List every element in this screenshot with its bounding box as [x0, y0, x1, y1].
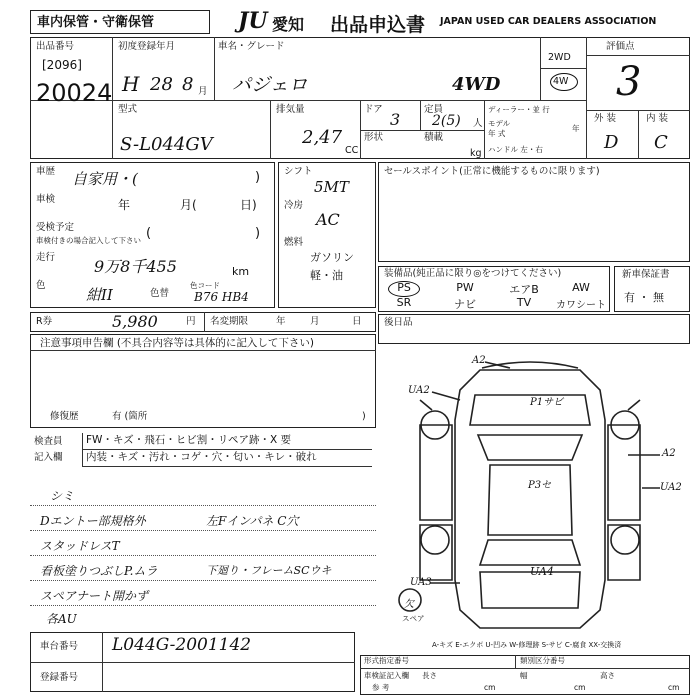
cap-label: 定員 [424, 104, 444, 115]
mileage-unit: km [232, 265, 250, 278]
equip-navi: ナビ [454, 298, 476, 311]
equip-sr: SR [396, 296, 412, 309]
door-label: ドア [364, 104, 383, 115]
fuel-options: 軽・油 [310, 269, 343, 282]
first-reg-era: H [122, 72, 140, 96]
cm-2: cm [574, 683, 586, 692]
car-name: パジェロ [232, 74, 308, 96]
disp-value: 2,47 [302, 127, 343, 148]
score-label: 評価点 [606, 41, 635, 52]
note-line-2: Dエントー部規格外 [40, 514, 146, 528]
mark-a2-front: A2 [472, 355, 486, 366]
warranty-label: 新車保証書 [622, 269, 670, 280]
equip-tv: TV [516, 296, 532, 309]
chassis-label: 車台番号 [40, 641, 79, 652]
mileage-label: 走行 [36, 252, 56, 263]
note-line-5: 看板塗りつぶしP.ムラ [40, 564, 158, 578]
storage-label: 車内保管・守衛保管 [37, 15, 155, 30]
name-change-day: 日 [352, 316, 362, 327]
equipment-title: 装備品(純正品に限り◎をつけてください) [384, 268, 562, 279]
chassis-value: L044G-2001142 [112, 635, 252, 655]
width-label: 幅 [520, 671, 528, 680]
drive-type: 4WD [452, 74, 501, 95]
lot-bracket: [2096] [42, 58, 82, 72]
first-reg-label: 初度登録年月 [118, 41, 176, 52]
ac-value: AC [316, 210, 340, 229]
inspector-row-2-text: 内装・キズ・汚れ・コゲ・穴・匂い・キレ・破れ [86, 451, 317, 463]
mark-missing: 欠 [404, 599, 414, 610]
notes-title: 注意事項申告欄 (不具合内容等は具体的に記入して下さい) [40, 337, 315, 349]
mark-ua3: UA3 [410, 577, 432, 588]
name-change-month: 月 [310, 316, 320, 327]
color-code-label: 色コード [190, 281, 220, 290]
equip-pw: PW [456, 281, 474, 294]
inspector-row-2 [82, 450, 372, 467]
equip-airbag: エアB [509, 283, 539, 296]
ju-logo: JU [238, 8, 268, 34]
door-value: 3 [390, 110, 401, 129]
handle-label: ハンドル 左・右 [488, 145, 543, 154]
disp-label: 排気量 [276, 104, 305, 115]
fourwd-mark: 4W [553, 76, 569, 87]
fuel-label: 燃料 [284, 237, 304, 248]
mark-ua4: UA4 [530, 565, 554, 578]
inspect-year-unit: 年 [118, 198, 131, 212]
equip-ps: PS [397, 281, 411, 294]
note-line-4: スタッドレスT [40, 539, 120, 553]
inspect-label: 車検 [36, 194, 56, 205]
mark-ua2-right: UA2 [660, 482, 682, 493]
model-label: モデル [488, 119, 511, 128]
plan-note: 車検付きの場合記入して下さい [36, 236, 141, 245]
note-line-7: スペアナート開かず [40, 589, 149, 603]
size-label: 車検証記入欄 [364, 671, 409, 680]
fuel-value: ガソリン [310, 251, 354, 264]
lot-label: 出品番号 [36, 41, 75, 52]
name-change-year: 年 [276, 316, 286, 327]
car-name-label: 車名・グレード [218, 41, 285, 52]
load-label: 積載 [424, 132, 444, 143]
repair-label: 修復歴 [50, 411, 79, 422]
plan-bracket: ( [146, 226, 152, 241]
plan-bracket-close: ) [255, 226, 261, 241]
disp-unit: CC [345, 145, 359, 156]
mark-p3: P3セ [528, 480, 552, 491]
cap-unit: 人 [473, 118, 483, 129]
equip-leather: カワシート [556, 300, 606, 311]
color-swap-label: 色替 [150, 288, 170, 299]
height-label: 高さ [600, 671, 615, 680]
history-label: 車歴 [36, 166, 56, 177]
int-grade: C [654, 132, 668, 153]
model-num-label: 形式指定番号 [364, 656, 409, 665]
recycle-row [30, 312, 376, 332]
form-title: 出品申込書 [330, 14, 426, 36]
history-value: 自家用・( [72, 170, 138, 188]
reg-label: 登録番号 [40, 672, 79, 683]
color-code: B76 HB4 [194, 290, 249, 304]
shift-label: シフト [284, 166, 313, 177]
warranty-options: 有 ・ 無 [624, 291, 664, 304]
later-label: 後日品 [384, 317, 413, 328]
recycle-value: 5,980 [112, 312, 158, 331]
cm-1: cm [484, 683, 496, 692]
name-change-label: 名変期限 [210, 316, 249, 327]
note-line-1: シミ [50, 489, 75, 503]
inspect-day-unit: 日) [240, 198, 257, 212]
color-label: 色 [36, 280, 46, 291]
cap-value: 2(5) [432, 113, 461, 129]
class-num-label: 類別区分番号 [520, 656, 565, 665]
recycle-label: R券 [36, 316, 53, 327]
mark-a2-right: A2 [662, 448, 676, 459]
sales-block [378, 162, 690, 262]
score-value: 3 [616, 59, 642, 105]
inspector-label-2: 記入欄 [34, 452, 63, 463]
recycle-unit: 円 [186, 316, 196, 327]
inspector-row-1-text: FW・キズ・飛石・ヒビ割・リペア跡・X 要 [86, 434, 292, 446]
month-unit: 月 [198, 86, 208, 97]
sales-label: セールスポイント(正常に機能するものに限ります) [384, 166, 600, 177]
plan-label: 受検予定 [36, 222, 75, 233]
history-close: ) [255, 170, 261, 185]
first-reg-year: 28 [150, 74, 173, 95]
note-line-8: 各AU [46, 612, 77, 626]
repair-close: ) [362, 411, 366, 422]
history-block [30, 162, 275, 308]
dealer-label: ディーラー・並 行 [488, 105, 550, 114]
note-line-3: 左Fインパネ C穴 [206, 514, 299, 528]
type-value: S-L044GV [120, 134, 213, 155]
shape-label: 形状 [364, 132, 384, 143]
lot-number: 20024 [36, 79, 113, 107]
length-label: 長さ [422, 671, 437, 680]
ext-grade: D [604, 132, 619, 153]
spare-label: スペア [402, 614, 425, 623]
twowd-label: 2WD [548, 52, 571, 63]
ac-label: 冷房 [284, 200, 304, 211]
mileage-value: 9万8千455 [94, 257, 177, 276]
model-year-label: 年 式 [488, 129, 506, 138]
association-name: JAPAN USED CAR DEALERS ASSOCIATION [440, 16, 657, 27]
later-items-block [378, 314, 690, 344]
load-unit: kg [470, 148, 482, 159]
ps-circle [388, 281, 420, 297]
inspector-row-1 [82, 433, 372, 450]
ref-label: 参 考 [372, 683, 390, 692]
inspector-label-1: 検査員 [34, 436, 63, 447]
mark-ua2-left: UA2 [408, 385, 430, 396]
note-line-6: 下廻り・フレームSCウキ [206, 564, 332, 577]
ext-label: 外 装 [594, 113, 617, 124]
shift-value: 5MT [314, 178, 349, 196]
org-name: 愛知 [272, 15, 305, 34]
repair-value: 有 (箇所 [112, 411, 148, 422]
storage-box [30, 10, 210, 34]
cm-3: cm [668, 683, 680, 692]
damage-legend: A-キズ E-エクボ U-凹み W-修理跡 S-サビ C-腐食 XX-交換済 [432, 641, 622, 649]
type-label: 型式 [118, 104, 138, 115]
equip-aw: AW [572, 281, 590, 294]
inspect-month-unit: 月( [180, 198, 197, 212]
color-value: 紺II [86, 286, 113, 304]
year-unit: 年 [572, 124, 580, 133]
int-label: 内 装 [646, 113, 669, 124]
first-reg-month: 8 [182, 74, 194, 95]
mark-p1-rust: P1サビ [530, 397, 564, 408]
